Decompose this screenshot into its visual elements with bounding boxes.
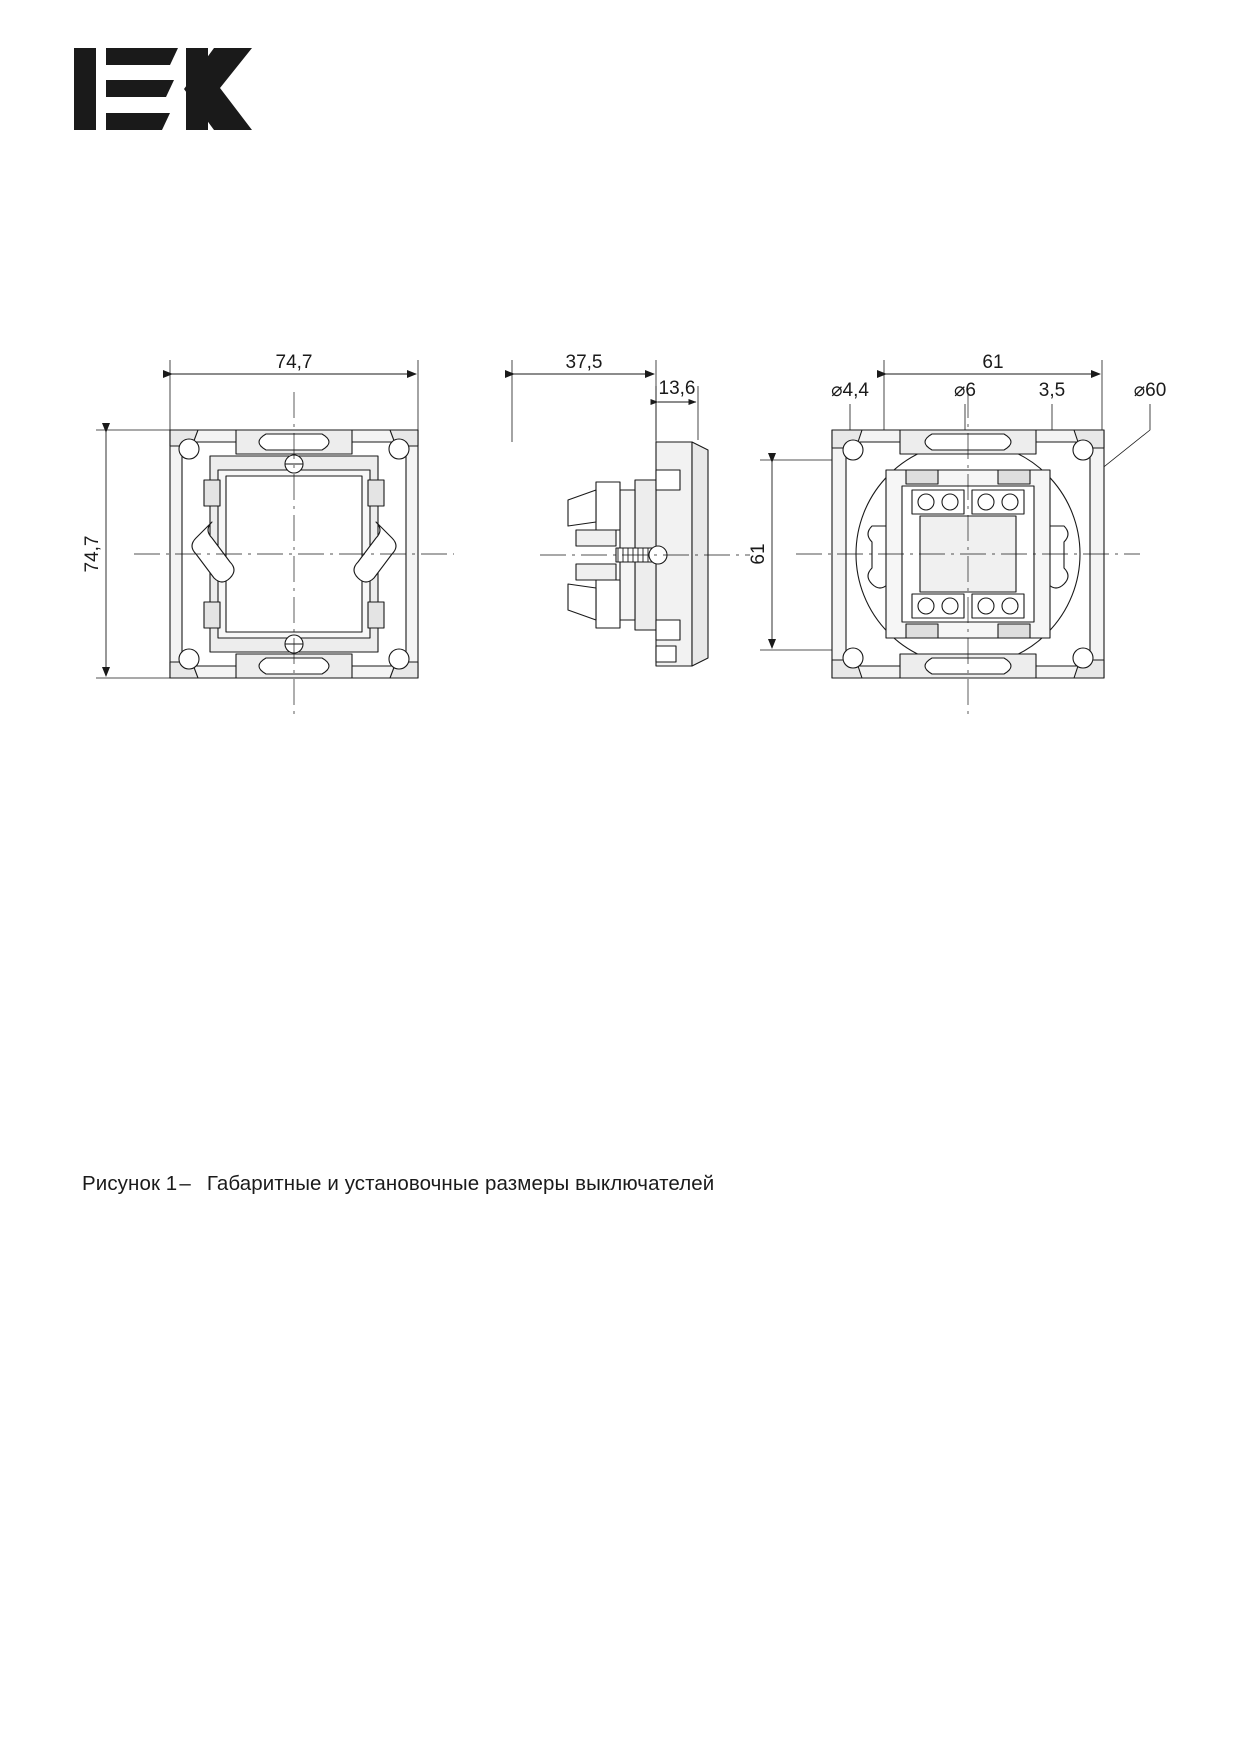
dim-side-front-depth: 13,6 (658, 378, 696, 399)
dim-mount-circle: ⌀60 (1133, 380, 1167, 401)
technical-drawing (60, 330, 1180, 750)
dim-rear-height: 61 (748, 543, 769, 565)
caption-dash: – (179, 1172, 191, 1195)
dim-side-depth: 37,5 (565, 352, 603, 373)
figure-title: Габаритные и установочные размеры выключателей (206, 1172, 715, 1195)
figure-number: Рисунок 1 (82, 1172, 178, 1195)
dim-rear-width: 61 (982, 352, 1004, 373)
rear-view-geometry (760, 360, 1150, 716)
iek-logo (74, 48, 274, 130)
figure-caption (82, 1172, 714, 1196)
side-view-geometry (512, 360, 750, 666)
dim-hole-medium: ⌀6 (953, 380, 977, 401)
dim-front-height: 74,7 (82, 535, 103, 573)
dim-hole-small: ⌀4,4 (831, 380, 869, 401)
dim-hole-slot: 3,5 (1038, 380, 1066, 401)
front-view-geometry (96, 360, 454, 716)
dim-front-width: 74,7 (275, 352, 313, 373)
